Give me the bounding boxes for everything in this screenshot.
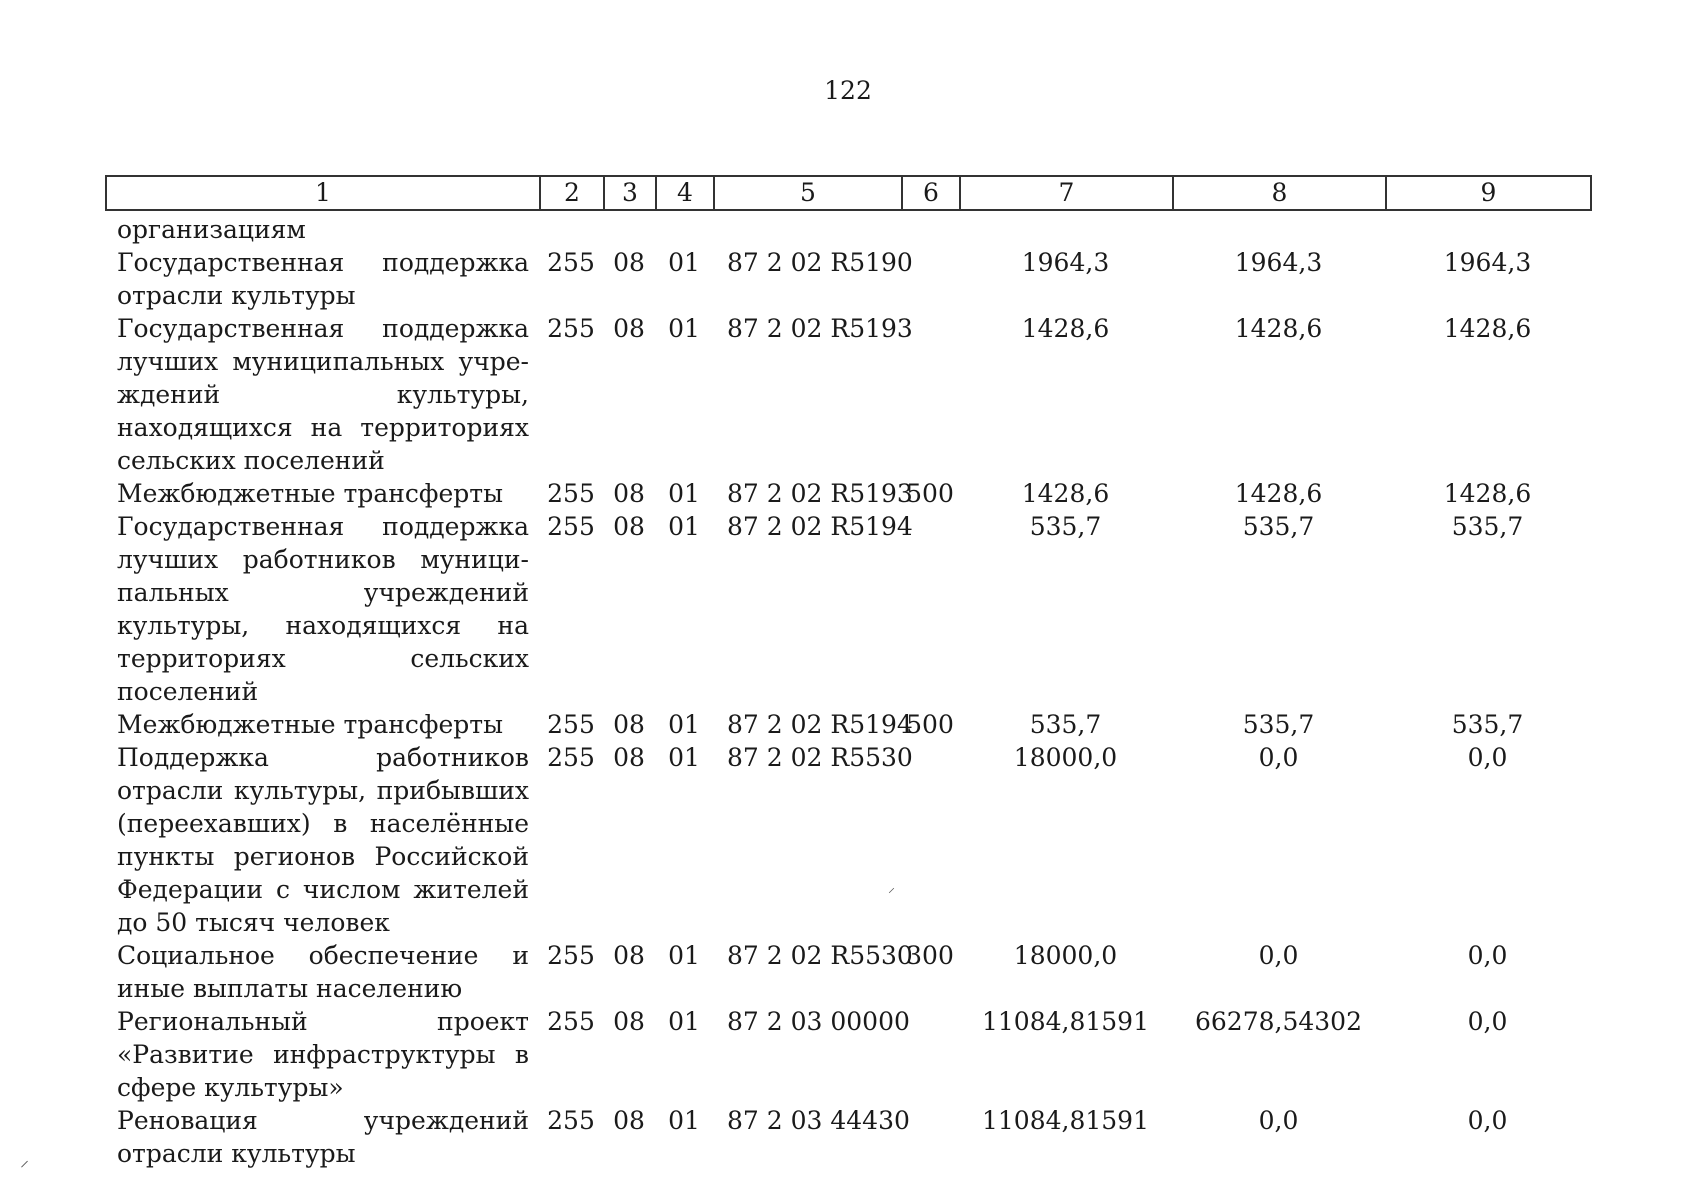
row-subsection-code: [655, 213, 713, 246]
row-amount-year1: 11084,81591: [981, 1007, 1149, 1036]
row-section-code: 08: [613, 479, 645, 508]
table-row: [105, 213, 1590, 246]
row-amount-year3: 0,0: [1467, 743, 1508, 772]
row-section-code: 08: [613, 1106, 645, 1135]
row-amount-year3: 0,0: [1467, 1007, 1508, 1036]
header-col-5: 5: [714, 176, 902, 210]
row-amount-year1: 18000,0: [1013, 743, 1118, 772]
row-ministry-code: 255: [547, 314, 595, 343]
header-col-8: 8: [1173, 176, 1386, 210]
row-amount-year1: 1964,3: [1021, 248, 1110, 277]
header-col-3: 3: [604, 176, 656, 210]
row-subsection-code: 01: [668, 479, 700, 508]
header-col-7: 7: [960, 176, 1173, 210]
header-col-1: 1: [106, 176, 540, 210]
row-ministry-code: 255: [547, 1106, 595, 1135]
row-amount-year2: 535,7: [1242, 512, 1315, 541]
row-target-article: 87 2 02 R5194: [727, 710, 913, 739]
row-target-article: 87 2 02 R5530: [727, 743, 913, 772]
row-target-article: 87 2 02 R5194: [727, 512, 913, 541]
row-target-article: 87 2 02 R5530: [727, 941, 913, 970]
row-subsection-code: 01: [668, 710, 700, 739]
row-section-code: 08: [613, 512, 645, 541]
row-amount-year2: 0,0: [1258, 941, 1299, 970]
row-ministry-code: 255: [547, 479, 595, 508]
row-ministry-code: 255: [547, 941, 595, 970]
table-row: [105, 1005, 1590, 1104]
row-amount-year2: 0,0: [1258, 1106, 1299, 1135]
header-col-9: 9: [1386, 176, 1591, 210]
row-description: Межбюджетные трансферты: [117, 479, 504, 508]
column-number-header: [105, 175, 1592, 211]
row-section-code: 08: [613, 710, 645, 739]
row-amount-year2: [1172, 213, 1385, 246]
table-row: [105, 939, 1590, 1005]
table-row: [105, 312, 1590, 477]
row-amount-year2: 1428,6: [1234, 314, 1323, 343]
row-expense-type: 300: [906, 941, 954, 970]
row-amount-year3: 0,0: [1467, 1106, 1508, 1135]
row-target-article: 87 2 02 R5190: [727, 248, 913, 277]
row-amount-year2: 1428,6: [1234, 479, 1323, 508]
row-expense-type: [901, 213, 959, 246]
row-amount-year1: 535,7: [1029, 710, 1102, 739]
row-description: Государственная поддержка отрасли культуры: [117, 248, 529, 310]
row-target-article: [713, 213, 901, 246]
row-amount-year2: 0,0: [1258, 743, 1299, 772]
row-section-code: 08: [613, 941, 645, 970]
header-col-4: 4: [656, 176, 714, 210]
row-target-article: 87 2 03 00000: [727, 1007, 910, 1036]
row-amount-year1: 18000,0: [1013, 941, 1118, 970]
budget-table: [105, 213, 1590, 1170]
row-description: Межбюджетные трансферты: [117, 710, 504, 739]
row-ministry-code: 255: [547, 710, 595, 739]
row-section-code: 08: [613, 743, 645, 772]
row-amount-year3: 535,7: [1451, 512, 1524, 541]
row-subsection-code: 01: [668, 512, 700, 541]
row-ministry-code: 255: [547, 1007, 595, 1036]
row-ministry-code: 255: [547, 512, 595, 541]
row-subsection-code: 01: [668, 1106, 700, 1135]
row-target-article: 87 2 02 R5193: [727, 479, 913, 508]
row-amount-year2: 66278,54302: [1194, 1007, 1362, 1036]
table-row: [105, 510, 1590, 708]
row-amount-year3: 0,0: [1467, 941, 1508, 970]
row-description: организациям: [117, 215, 306, 244]
header-col-6: 6: [902, 176, 960, 210]
row-amount-year2: 535,7: [1242, 710, 1315, 739]
row-section-code: 08: [613, 248, 645, 277]
row-amount-year1: 11084,81591: [981, 1106, 1149, 1135]
scan-mark: ⸝: [888, 880, 895, 896]
row-target-article: 87 2 03 44430: [727, 1106, 910, 1135]
row-section-code: 08: [613, 314, 645, 343]
row-description: Реновация учреждений отрасли культуры: [117, 1106, 529, 1168]
row-amount-year3: [1385, 213, 1590, 246]
row-description: Государственная поддержка лучших работников муниципальных учреждений культуры, находящихся на территориях сельских поселений: [117, 512, 529, 706]
row-expense-type: 500: [906, 710, 954, 739]
row-amount-year1: 1428,6: [1021, 314, 1110, 343]
row-subsection-code: 01: [668, 941, 700, 970]
row-amount-year3: 1428,6: [1443, 314, 1532, 343]
row-subsection-code: 01: [668, 743, 700, 772]
row-description: Региональный проект «Развитие инфраструктуры в сфере культуры»: [117, 1007, 529, 1102]
row-ministry-code: 255: [547, 743, 595, 772]
row-description: Социальное обеспечение и иные выплаты населению: [117, 941, 529, 1003]
row-amount-year1: 535,7: [1029, 512, 1102, 541]
header-col-2: 2: [540, 176, 604, 210]
row-amount-year2: 1964,3: [1234, 248, 1323, 277]
row-subsection-code: 01: [668, 1007, 700, 1036]
row-amount-year3: 1428,6: [1443, 479, 1532, 508]
row-description: Государственная поддержка лучших муниципальных учреждений культуры, находящихся на территориях сельских поселений: [117, 314, 529, 475]
row-expense-type: 500: [906, 479, 954, 508]
row-amount-year1: 1428,6: [1021, 479, 1110, 508]
row-ministry-code: 255: [547, 248, 595, 277]
row-amount-year3: 1964,3: [1443, 248, 1532, 277]
row-section-code: 08: [613, 1007, 645, 1036]
table-row: [105, 246, 1590, 312]
row-subsection-code: 01: [668, 314, 700, 343]
table-row: [105, 477, 1590, 510]
row-description: Поддержка работников отрасли культуры, прибывших (переехавших) в населённые пункты регионов Российской Федерации с числом жителей до 50 тысяч человек: [117, 743, 529, 937]
row-target-article: 87 2 02 R5193: [727, 314, 913, 343]
row-amount-year1: [959, 213, 1172, 246]
scan-mark: ⸝: [20, 1150, 29, 1171]
row-section-code: [603, 213, 655, 246]
row-subsection-code: 01: [668, 248, 700, 277]
row-ministry-code: [539, 213, 603, 246]
page-number: 122: [824, 76, 872, 105]
table-row: [105, 1104, 1590, 1170]
table-row: [105, 741, 1590, 939]
table-row: [105, 708, 1590, 741]
row-amount-year3: 535,7: [1451, 710, 1524, 739]
